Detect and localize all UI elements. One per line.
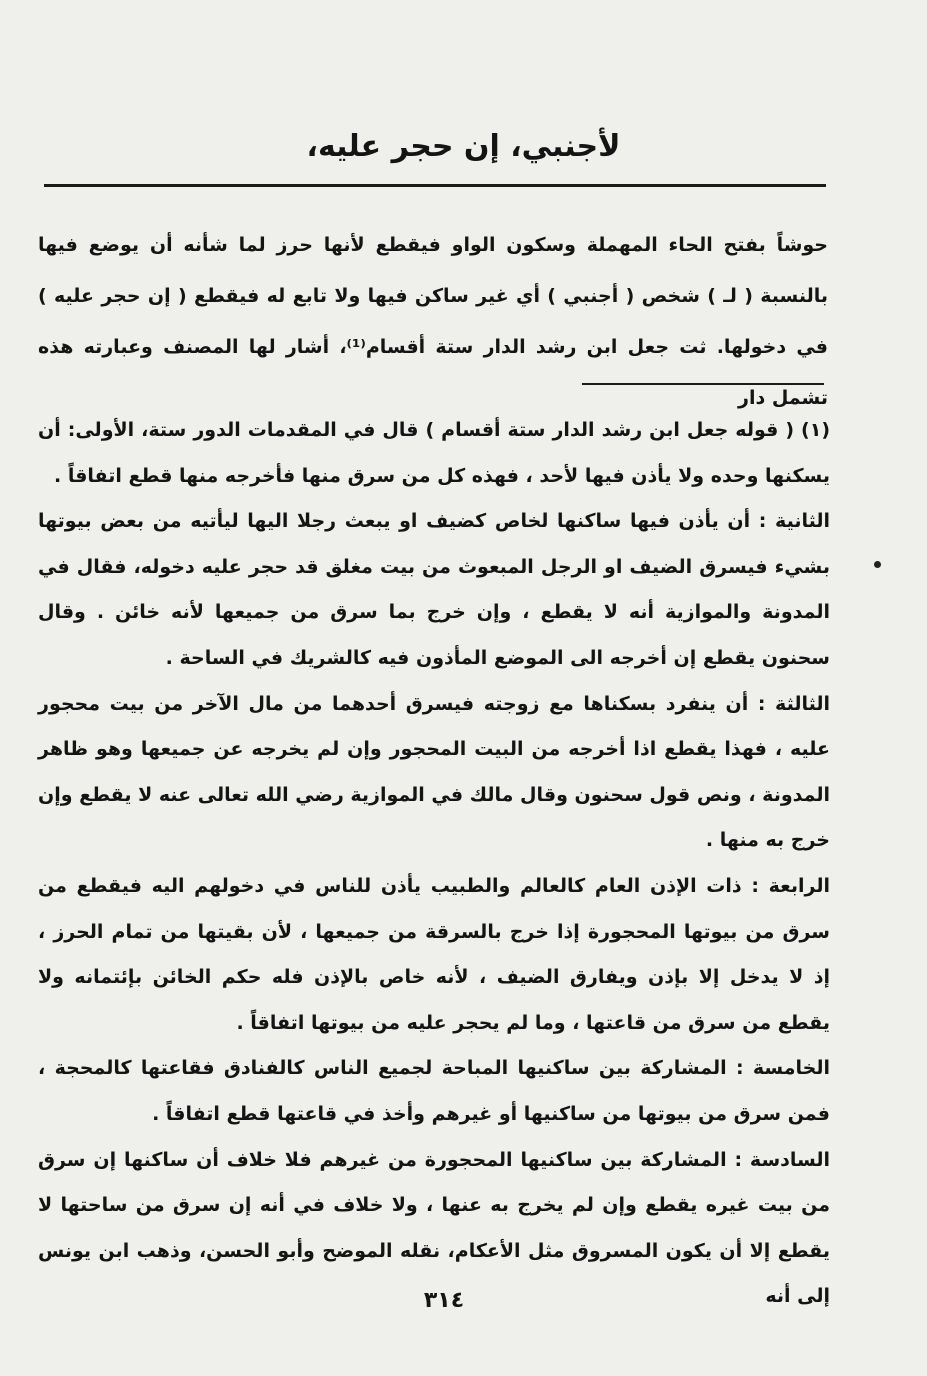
page-number: ٣١٤ (423, 1288, 465, 1313)
footnote-paragraph: السادسة : المشاركة بين ساكنيها المحجورة من غيرهم فلا خلاف أن ساكنها إن سرق من بيت غيره يقطع وإن لم يخرج به عنها ، ولا خلاف في أنه إن سرق من ساحتها لا يقطع إلا أن يكون المسروق مثل الأعكام، نقله الموضح وأبو الحسن، وذهب ابن يونس إلى أنه (38, 1148, 830, 1308)
footnote-paragraph: الثالثة : أن ينفرد بسكناها مع زوجته فيسرق أحدهما من مال الآخر من بيت محجور عليه ، فهذا يقطع اذا أخرجه من البيت المحجور وإن لم يخرجه عن جميعها وهو ظاهر المدونة ، ونص قول سحنون وقال مالك في الموازية رضي الله تعالى عنه لا يقطع وإن خرج به منها . (38, 692, 830, 852)
main-commentary-text: حوشاً بفتح الحاء المهملة وسكون الواو فيقطع لأنها حرز لما شأنه أن يوضع فيها بالنسبة ( لـ ) شخص ( أجنبي ) أي غير ساكن فيها ولا تابع له فيقطع ( إن حجر عليه ) في دخولها. ثت جعل ابن رشد الدار ستة أقسام⁽¹⁾، أشار لها المصنف وعبارته هذه تشمل دار (38, 234, 828, 409)
header-divider (44, 184, 826, 187)
footnote-paragraph: (١) ( قوله جعل ابن رشد الدار ستة أقسام ) قال في المقدمات الدور ستة، الأولى: أن يسكنها وحده ولا يأذن فيها لأحد ، فهذه كل من سرق منها فأخرجه منها قطع اتفاقاً . (38, 419, 830, 487)
margin-mark (874, 561, 881, 568)
footnotes-section (38, 408, 830, 1320)
footnote-paragraph: الرابعة : ذات الإذن العام كالعالم والطبيب يأذن للناس في دخولهم اليه فيقطع من سرق من بيوتها المحجورة إذا خرج بالسرقة من جميعها ، لأن بقيتها من تمام الحرز ، إذ لا يدخل إلا بإذن ويفارق الضيف ، لأنه خاص بالإذن فله حكم الخائن بإئتمانه ولا يقطع من سرق من قاعتها ، وما لم يحجر عليه من بيوتها اتفاقاً . (38, 874, 830, 1034)
footnote-paragraph: الخامسة : المشاركة بين ساكنيها المباحة لجميع الناس كالفنادق فقاعتها كالمحجة ، فمن سرق من بيوتها من ساكنيها أو غيرهم وأخذ في قاعتها قطع اتفاقاً . (38, 1057, 830, 1125)
page-header-title: لأجنبي، إن حجر عليه، (306, 129, 621, 164)
footnote-paragraph: الثانية : أن يأذن فيها ساكنها لخاص كضيف او يبعث رجلا اليها ليأتيه من بعض بيوتها بشيء فيسرق الضيف او الرجل المبعوث من بيت مغلق قد حجر عليه دخوله، فقال في المدونة والموازية أنه لا يقطع ، وإن خرج بما سرق من جميعها لأنه خائن . وقال سحنون يقطع إن أخرجه الى الموضع المأذون فيه كالشريك في الساحة . (38, 510, 830, 669)
footnote-divider (582, 383, 824, 385)
